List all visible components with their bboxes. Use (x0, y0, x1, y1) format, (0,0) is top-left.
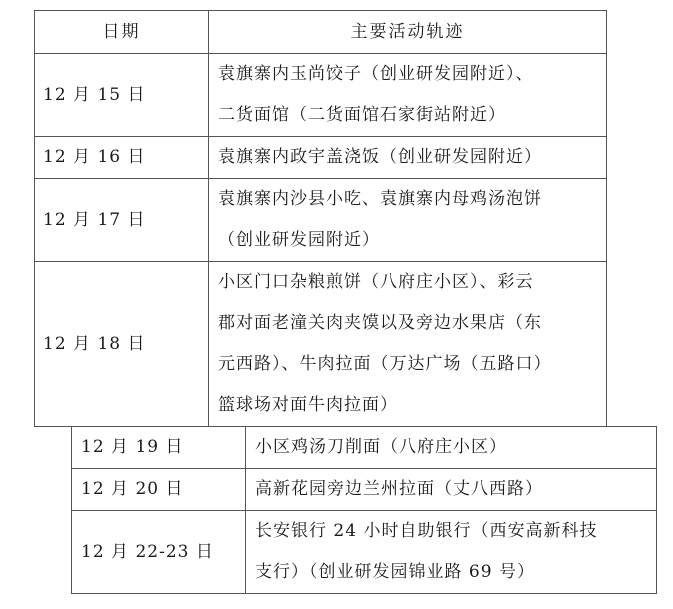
trail-cell (209, 137, 607, 179)
date-cell: 12 月 16 日 (35, 137, 209, 179)
table-row (72, 511, 657, 594)
table-header-row (35, 11, 607, 54)
trail-cell (209, 54, 607, 137)
trail-line: 小区门口杂粮煎饼（八府庄小区）、彩云 (218, 272, 534, 292)
table-row (35, 179, 607, 262)
date-cell: 12 月 17 日 (35, 179, 209, 262)
trail-cell (209, 179, 607, 262)
table-row (35, 262, 607, 427)
trail-line: 袁旗寨内沙县小吃、袁旗寨内母鸡汤泡饼 (218, 189, 542, 209)
trail-line: 支行）（创业研发园锦业路 69 号） (255, 562, 535, 582)
date-cell: 12 月 18 日 (35, 262, 209, 427)
trail-cell (246, 427, 657, 469)
trail-line: 二货面馆（二货面馆石家街站附近） (218, 105, 506, 125)
trail-line: 郡对面老潼关肉夹馍以及旁边水果店（东 (218, 313, 542, 333)
trail-line: 篮球场对面牛肉拉面） (218, 395, 398, 415)
date-cell: 12 月 19 日 (72, 427, 246, 469)
date-cell: 12 月 22-23 日 (72, 511, 246, 594)
trail-line: 元西路）、牛肉拉面（万达广场（五路口） (218, 354, 552, 374)
date-cell: 12 月 15 日 (35, 54, 209, 137)
trail-line: 袁旗寨内玉尚饺子（创业研发园附近）、 (218, 64, 534, 84)
table-row (35, 137, 607, 179)
trail-line: 袁旗寨内政宇盖浇饭（创业研发园附近） (218, 147, 542, 167)
trail-cell (209, 262, 607, 427)
trail-line: 小区鸡汤刀削面（八府庄小区） (255, 437, 507, 457)
trail-cell (246, 469, 657, 511)
date-column-header: 日期 (35, 11, 209, 54)
trail-cell (246, 511, 657, 594)
trail-line: 高新花园旁边兰州拉面（丈八西路） (255, 479, 543, 499)
trail-line: （创业研发园附近） (218, 230, 380, 250)
table-row (72, 469, 657, 511)
trail-column-header: 主要活动轨迹 (209, 11, 607, 54)
trail-line: 长安银行 24 小时自助银行（西安高新科技 (255, 521, 598, 541)
activity-table-upper (34, 10, 607, 427)
table-row (35, 54, 607, 137)
activity-table-lower (71, 426, 657, 594)
date-cell: 12 月 20 日 (72, 469, 246, 511)
table-row (72, 427, 657, 469)
